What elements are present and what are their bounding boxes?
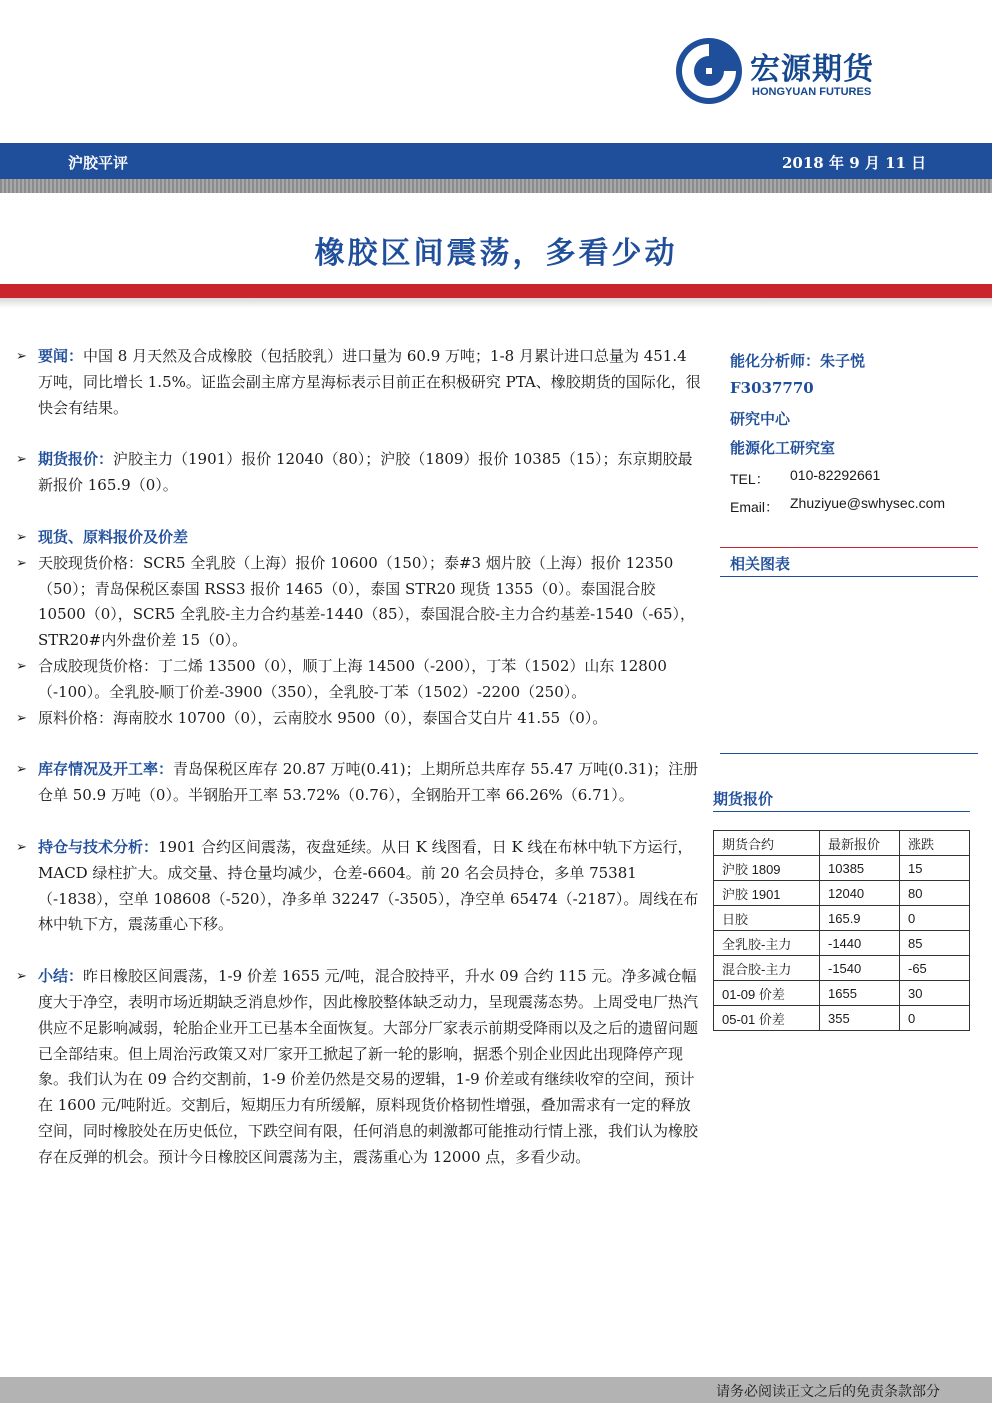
email-label: Email： [730,499,780,515]
related-charts-rule [720,576,978,577]
summary-paragraph [16,964,702,1170]
bullet-arrow-icon: ➢ [16,710,27,726]
spot-item [16,706,702,732]
contract-cell: 全乳胶-主力 [714,931,820,956]
quote-table-heading: 期货报价 [713,790,774,808]
inventory-text: 青岛保税区库存 20.87 万吨(0.41)；上期所总共库存 55.47 万吨(0.31)；注册仓单 50.9 万吨（0）。半钢胎开工率 53.72%（0.76），全钢胎开工率 66.26%（6.71）。 [38,760,699,805]
table-row [714,856,970,881]
news-paragraph [16,344,702,421]
inventory-paragraph [16,757,702,809]
price-cell: 355 [820,1006,900,1031]
change-cell: -65 [900,956,970,981]
related-charts-heading: 相关图表 [730,555,791,573]
contract-cell: 沪胶 1901 [714,881,820,906]
bullet-arrow-icon: ➢ [16,452,27,468]
news-lead: 要闻： [38,347,84,365]
price-cell: -1540 [820,956,900,981]
header-cell: 涨跌 [900,831,970,856]
bullet-arrow-icon: ➢ [16,839,27,855]
summary-text: 昨日橡胶区间震荡，1-9 价差 1655 元/吨，混合胶持平，升水 09 合约 115 元。净多减仓幅度大于净空，表明市场近期缺乏消息炒作，因此橡胶整体缺乏动力，呈现震荡态势。上周受电厂热汽供应不足影响减弱，轮胎企业开工已基本全面恢复。大部分厂家表示前期受降雨以及之后的遗留问题已全部结束。但上周治污政策又对厂家开工掀起了新一轮的影响，据悉个别企业因此出现降停产现象。我们认为在 09 合约交割前，1-9 价差仍然是交易的逻辑，1-9 价差或有继续收窄的空间，预计在 1600 元/吨附近。交割后，短期压力有所缓解，原料现货价格韧性增强，叠加需求有一定的释放空间，同时橡胶处在历史低位，下跌空间有限，任何消息的刺激都可能推动行情上涨，我们认为橡胶存在反弹的机会。预计今日橡胶区间震荡为主，震荡重心为 12000 点，多看少动。 [38,967,699,1166]
price-cell: 12040 [820,881,900,906]
report-body [16,344,702,1171]
logo-emblem-icon [674,36,744,106]
price-cell: 165.9 [820,906,900,931]
change-cell: 0 [900,1006,970,1031]
spot-item-text: 合成胶现货价格：丁二烯 13500（0），顺丁上海 14500（-200），丁苯（1502）山东 12800（-100）。全乳胶-顺丁价差-3900（350），全乳胶-丁苯（1502）-2200（250）。 [38,656,667,701]
spot-item [16,551,702,654]
email-value[interactable]: Zhuziyue@swhysec.com [790,495,946,511]
contract-cell: 混合胶-主力 [714,956,820,981]
dept-energy-chem: 能源化工研究室 [730,439,836,457]
contract-cell: 沪胶 1809 [714,856,820,881]
position-lead: 持仓与技术分析： [38,837,159,856]
tel-label: TEL： [730,471,770,487]
change-cell: 80 [900,881,970,906]
analyst-name: 能化分析师：朱子悦 [730,352,866,370]
dept-research-center: 研究中心 [730,410,791,428]
bullet-arrow-icon: ➢ [16,555,27,571]
bullet-arrow-icon: ➢ [16,529,27,545]
title-divider-shadow [0,298,992,308]
futures-text: 沪胶主力（1901）报价 12040（80）；沪胶（1809）报价 10385（15）；东京期胶最新报价 165.9（0）。 [38,450,693,495]
table-row [714,881,970,906]
spot-item [16,654,702,706]
related-charts-bottom-rule [720,753,978,754]
bullet-arrow-icon: ➢ [16,658,27,674]
table-row [714,956,970,981]
price-cell: 1655 [820,981,900,1006]
logo-name-cn: 宏源期货 [750,52,874,87]
spot-item-text: 原料价格：海南胶水 10700（0），云南胶水 9500（0），泰国合艾白片 41.55（0）。 [38,708,608,727]
table-header-row [714,831,970,856]
report-title: 橡胶区间震荡，多看少动 [314,236,678,271]
header-band-stripe [0,179,992,193]
header-cell: 期货合约 [714,831,820,856]
futures-paragraph [16,447,702,499]
summary-lead: 小结： [38,967,84,986]
table-row [714,931,970,956]
title-divider [0,284,992,298]
inventory-lead: 库存情况及开工率： [38,760,174,779]
contract-cell: 日胶 [714,906,820,931]
change-cell: 85 [900,931,970,956]
position-text: 1901 合约区间震荡，夜盘延续。从日 K 线图看，日 K 线在布林中轨下方运行，MACD 绿柱扩大。成交量、持仓量均减少，仓差-6604。前 20 名会员持仓，多单 75381（-1838），空单 108608（-520），净多单 32247（-3505），净空单 65474（-2187）。周线在布林中轨下方，震荡重心下移。 [38,837,699,934]
contract-cell: 01-09 价差 [714,981,820,1006]
spot-item-text: 天胶现货价格：SCR5 全乳胶（上海）报价 10600（150）；泰#3 烟片胶（上海）报价 12350（50）；青岛保税区泰国 RSS3 报价 1465（0），泰国 STR20 现货 1355（0）。泰国混合胶 10500（0），SCR5 全乳胶-主力合约基差-1440（85），泰国混合胶-主力合约基差-1540（-65），STR20#内外盘价差 15（0）。 [38,553,695,650]
logo-name-en: HONGYUAN FUTURES [752,86,872,98]
news-text: 中国 8 月天然及合成橡胶（包括胶乳）进口量为 60.9 万吨；1-8 月累计进口总量为 451.4 万吨，同比增长 1.5%。证监会副主席方星海标表示目前正在积极研究 PTA、橡胶期货的国际化，很快会有结果。 [38,347,701,417]
related-charts-top-rule [720,547,978,548]
header-cell: 最新报价 [820,831,900,856]
table-row [714,981,970,1006]
position-paragraph [16,835,702,938]
tel-value: 010-82292661 [790,467,881,483]
futures-lead: 期货报价： [38,450,114,469]
bullet-arrow-icon: ➢ [16,762,27,778]
price-cell: -1440 [820,931,900,956]
table-row [714,906,970,931]
company-logo [672,36,932,108]
spot-heading: 现货、原料报价及价差 [38,527,189,546]
disclaimer-note: 请务必阅读正文之后的免责条款部分 [716,1384,940,1400]
bullet-arrow-icon: ➢ [16,349,27,364]
quote-table [713,830,970,1031]
change-cell: 30 [900,981,970,1006]
table-row [714,1006,970,1031]
bullet-arrow-icon: ➢ [16,969,27,985]
spot-heading-paragraph [16,525,702,551]
change-cell: 0 [900,906,970,931]
contract-cell: 05-01 价差 [714,1006,820,1031]
report-date: 2018 年 9 月 11 日 [782,154,927,172]
quote-heading-rule [713,811,970,812]
report-section: 沪胶平评 [68,154,129,172]
change-cell: 15 [900,856,970,881]
analyst-license: F3037770 [730,379,814,397]
price-cell: 10385 [820,856,900,881]
footer-bar [0,1377,992,1403]
